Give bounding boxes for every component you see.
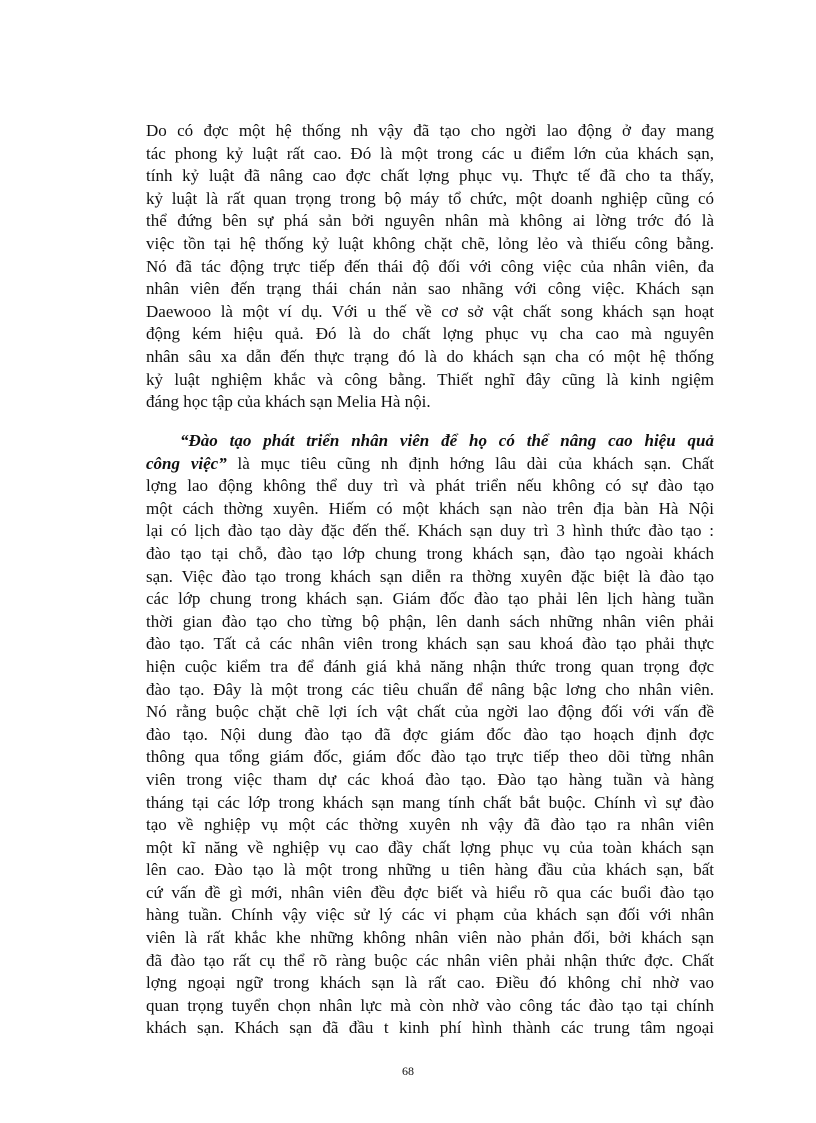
text-line: viên là rất khắc khe những không nhân viên nào phản đối, bởi khách sạn <box>146 928 714 948</box>
text-line: Nó đã tác động trực tiếp đến thái độ đối với công việc của nhân viên, đa <box>146 256 714 276</box>
quote-line <box>146 430 714 453</box>
text-line: đào tạo. Tất cả các nhân viên trong khách sạn sau khoá đào tạo phải thực <box>146 634 714 654</box>
text-line: thời gian đào tạo cho từng bộ phận, lên danh sách những nhân viên phải <box>146 611 714 631</box>
text-line: tháng tại các lớp trong khách sạn mang tính chất bắt buộc. Chính vì sự đào <box>146 792 714 812</box>
text-line: hàng tuần. Chính vậy việc sử lý các vi phạm của khách sạn đối với nhân <box>146 905 714 925</box>
paragraph-discipline <box>146 120 714 414</box>
training-quote: “Đào tạo phát triển nhân viên để họ có thể nâng cao hiệu quả <box>180 431 714 450</box>
text-line-rest: là mục tiêu cũng nh định hớng lâu dài của khách sạn. Chất <box>226 453 715 473</box>
text-line: lợng lao động không thể duy trì và phát triển nếu không có sự đào tạo <box>146 476 714 496</box>
text-line: Nó rằng buộc chặt chẽ lợi ích vật chất của ngời lao động đối với vấn đề <box>146 702 714 722</box>
text-line: kỷ luật là rất quan trọng trong bộ máy tổ chức, một doanh nghiệp cũng có <box>146 188 714 208</box>
training-quote-end: công việc” <box>146 453 227 473</box>
text-line: đào tạo. Đây là một trong các tiêu chuẩn để nâng bậc lơng cho nhân viên. <box>146 679 714 699</box>
text-line: đã đào tạo rất cụ thể rõ ràng buộc các nhân viên phải nhận thức đợc. Chất <box>146 950 714 970</box>
text-line: cứ vấn đề gì mới, nhân viên đều đợc biết và hiểu rõ qua các buổi đào tạo <box>146 882 714 902</box>
text-line: đáng học tập của khách sạn Melia Hà nội. <box>146 392 431 412</box>
text-line: tính kỷ luật đã nâng cao đợc chất lợng phục vụ. Thực tế đã cho ta thấy, <box>146 166 714 186</box>
text-line: khách sạn. Khách sạn đã đầu t kinh phí hình thành các trung tâm ngoại <box>146 1018 714 1038</box>
text-line: tác phong kỷ luật rất cao. Đó là một trong các u điểm lớn của khách sạn, <box>146 143 714 163</box>
text-line: đào tạo tại chỗ, đào tạo lớp chung trong khách sạn, đào tạo ngoài khách <box>146 543 714 563</box>
text-line: thông qua tổng giám đốc, giám đốc đào tạo trực tiếp theo dõi từng nhân <box>146 747 714 767</box>
text-line: Daewooo là một ví dụ. Với u thế về cơ sở vật chất song khách sạn hoạt <box>146 301 714 321</box>
text-line: lại có lịch đào tạo dày đặc đến thế. Khách sạn duy trì 3 hình thức đào tạo : <box>146 521 714 541</box>
text-line: các lớp chung trong khách sạn. Giám đốc đào tạo phải lên lịch hàng tuần <box>146 589 714 609</box>
text-line: nhân viên đến trạng thái chán nản sao nhãng với công việc. Khách sạn <box>146 279 714 299</box>
text-line: một cách thờng xuyên. Hiếm có một khách sạn nào trên địa bàn Hà Nội <box>146 498 714 518</box>
page-number: 68 <box>402 1064 414 1078</box>
text-line: thể đứng bên sự phá sản bởi nguyên nhân mà không ai lờng trớc đó là <box>146 211 714 231</box>
text-line: lên cao. Đào tạo là một trong những u tiên hàng đầu của khách sạn, bất <box>146 860 714 880</box>
text-line: sạn. Việc đào tạo trong khách sạn diễn ra thờng xuyên đặc biệt là đào tạo <box>146 566 714 586</box>
text-line: động kém hiệu quả. Đó là do chất lợng phục vụ cha cao mà nguyên <box>146 324 714 344</box>
paragraph-training <box>146 430 714 1040</box>
text-line: nhân sâu xa dẫn đến thực trạng đó là do khách sạn cha có một hệ thống <box>146 346 714 366</box>
text-line: viên trong việc tham dự các khoá đào tạo. Đào tạo hàng tuần và hàng <box>146 769 714 789</box>
text-line: lợng ngoại ngữ trong khách sạn là rất cao. Điều đó không chỉ nhờ vao <box>146 973 714 993</box>
text-line: hiện cuộc kiểm tra để đánh giá khả năng nhận thức trong quan trọng đợc <box>146 656 714 676</box>
text-line: việc tồn tại hệ thống kỷ luật không chặt chẽ, lỏng lẻo và thiếu công bằng. <box>146 233 714 253</box>
text-line: Do có đợc một hệ thống nh vậy đã tạo cho ngời lao động ở đay mang <box>146 121 714 140</box>
text-line: quan trọng tuyển chọn nhân lực mà còn nhờ vào công tác đào tạo tại chính <box>146 995 714 1015</box>
text-line: tạo về nghiệp vụ một các thờng xuyên nh vậy đã đào tạo ra nhân viên <box>146 815 714 835</box>
text-line <box>146 453 714 476</box>
text-line: một kĩ năng về nghiệp vụ cao đầy chất lợng phục vụ của toàn khách sạn <box>146 837 714 857</box>
text-line: kỷ luật nghiệm khắc và công bằng. Thiết nghĩ đây cũng là kinh ngiệm <box>146 369 714 389</box>
text-line: đào tạo. Nội dung đào tạo đã đợc giám đốc đào tạo hoạch định đợc <box>146 724 714 744</box>
